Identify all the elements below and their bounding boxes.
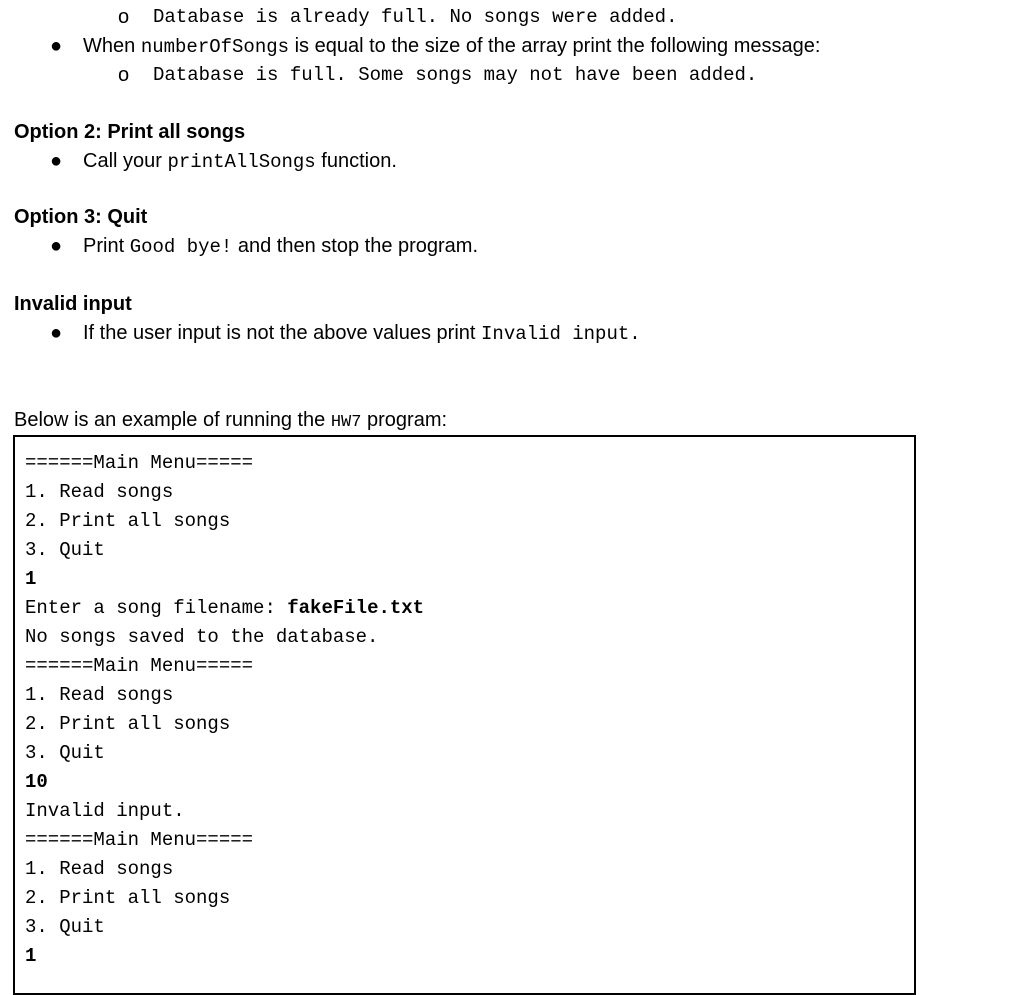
text-span: Call your [83,150,168,172]
text-span: program: [361,409,448,431]
option3-heading: Option 3: Quit [14,206,148,228]
code-span: numberOfSongs [140,36,290,58]
invalid-text [83,321,641,346]
text-span: If the user input is not the above values print [83,322,482,344]
invalid-heading: Invalid input [14,293,132,315]
console-line: 3. Quit [25,916,105,938]
console-line: 1. Read songs [25,481,174,503]
console-prompt: Enter a song filename: [25,597,288,619]
option2-heading: Option 2: Print all songs [14,121,246,143]
console-line [25,596,424,620]
code-span: printAllSongs [167,151,316,173]
console-line: 2. Print all songs [25,887,231,909]
console-line: 1. Read songs [25,858,174,880]
text-span: Print [83,235,130,257]
full-message-2: Database is full. Some songs may not have been added. [153,64,758,86]
text-span: When [83,35,141,57]
text-span: and then stop the program. [232,235,479,257]
text-span: is equal to the size of the array print the following message: [289,35,821,57]
sub-bullet-marker: o [118,64,130,86]
text-span: Below is an example of running the [14,409,331,431]
bullet-marker: ● [50,322,63,344]
console-line: 3. Quit [25,742,105,764]
code-span: Invalid input. [481,323,641,345]
code-span: HW7 [330,413,362,432]
option2-text [83,149,397,174]
sub-bullet-marker: o [118,6,130,28]
text-span: function. [315,150,397,172]
console-line: Invalid input. [25,800,185,822]
full-message-1: Database is already full. No songs were added. [153,6,678,28]
console-user-input: 1 [25,568,37,590]
console-line: 3. Quit [25,539,105,561]
code-span: Good bye! [129,236,233,258]
console-line: 2. Print all songs [25,713,231,735]
console-line: ======Main Menu===== [25,452,254,474]
console-line: ======Main Menu===== [25,829,254,851]
example-intro [14,408,447,435]
bullet-marker: ● [50,35,63,57]
full-condition-text [83,34,820,59]
console-user-input: 1 [25,945,37,967]
bullet-marker: ● [50,150,63,172]
console-user-input: fakeFile.txt [287,597,425,619]
console-user-input: 10 [25,771,48,793]
console-line: 1. Read songs [25,684,174,706]
console-line: ======Main Menu===== [25,655,254,677]
bullet-marker: ● [50,235,63,257]
console-line: 2. Print all songs [25,510,231,532]
console-output-box [13,435,916,995]
console-line: No songs saved to the database. [25,626,379,648]
option3-text [83,234,478,259]
